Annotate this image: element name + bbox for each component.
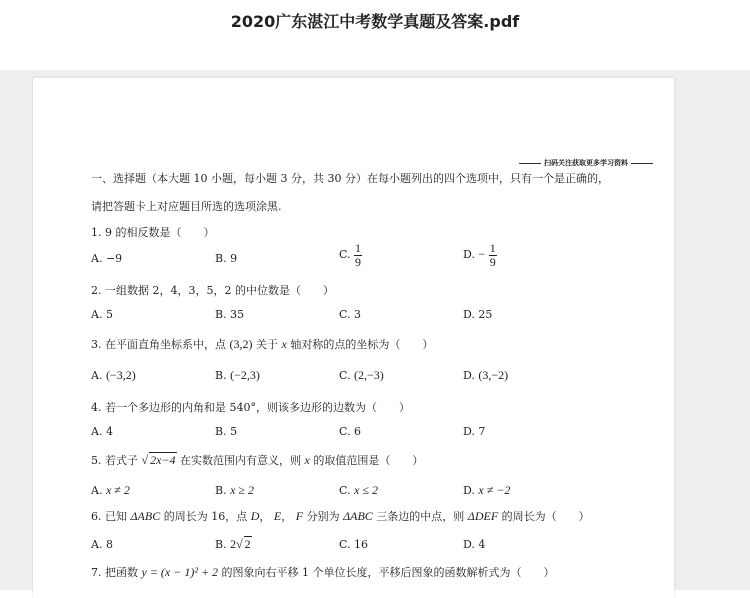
q5-option-b: B. x ≥ 2 <box>215 483 254 497</box>
q1-option-a: A. −9 <box>91 252 123 265</box>
q5-option-c: C. x ≤ 2 <box>339 483 378 497</box>
q6-option-b: B. 2√ 2 <box>215 537 251 551</box>
q6-option-d: D. 4 <box>463 538 486 551</box>
q4-option-a: A. 4 <box>91 425 113 438</box>
q1-fraction-c: $\frac{1}{9}$ <box>355 241 362 269</box>
question-3-stem: 3. 在平面直角坐标系中，点 (3,2) 关于 x 轴对称的点的坐标为（ ） <box>91 337 434 351</box>
q3-option-b: B. (−2,3) <box>215 368 260 382</box>
section-instruction-2: 请把答题卡上对应题目所选的选项涂黑. <box>91 200 282 213</box>
q6-option-c: C. 16 <box>339 538 369 551</box>
question-2-stem: 2. 一组数据 2，4，3，5，2 的中位数是（ ） <box>91 284 334 297</box>
header-rule-left <box>519 163 541 164</box>
header-rule-right <box>631 163 653 164</box>
pdf-viewer[interactable] <box>0 70 750 590</box>
question-1-stem: 1. 9 的相反数是（ ） <box>91 226 215 239</box>
radical: √ 2x−4 <box>141 453 176 467</box>
q2-option-c: C. 3 <box>339 308 362 321</box>
question-5-stem: 5. 若式子 √ 2x−4 在实数范围内有意义，则 x 的取值范围是（ ） <box>91 453 424 467</box>
q3-option-a: A. (−3,2) <box>91 368 136 382</box>
q5-option-d: D. x ≠ −2 <box>463 483 511 497</box>
q1-fraction-d: $\frac{1}{9}$ <box>489 241 496 269</box>
header-note-text: 扫码关注获取更多学习资料 <box>544 159 628 167</box>
q1-option-b: B. 9 <box>215 252 238 265</box>
title-bar <box>0 0 750 70</box>
document-title: 2020广东湛江中考数学真题及答案.pdf <box>230 12 520 31</box>
section-instruction-1: 一、选择题（本大题 10 小题，每小题 3 分，共 30 分）在每小题列出的四个选项中，只有一个是正确的， <box>91 172 609 185</box>
header-note <box>516 158 656 168</box>
question-7-stem: 7. 把函数 y = (x − 1)² + 2 的图象向右平移 1 个单位长度，平移后图象的函数解析式为（ ） <box>91 565 555 579</box>
pdf-page <box>33 78 674 598</box>
q4-option-b: B. 5 <box>215 425 238 438</box>
q2-option-a: A. 5 <box>91 308 113 321</box>
q3-option-d: D. (3,−2) <box>463 368 509 382</box>
question-4-stem: 4. 若一个多边形的内角和是 540°，则该多边形的边数为（ ） <box>91 401 410 414</box>
q2-option-b: B. 35 <box>215 308 245 321</box>
q2-option-d: D. 25 <box>463 308 493 321</box>
question-6-stem: 6. 已知 ΔABC 的周长为 16，点 D， E， F 分别为 ΔABC 三条边的中点，则 ΔDEF 的周长为（ ） <box>91 509 590 523</box>
q4-option-c: C. 6 <box>339 425 362 438</box>
q5-option-a: A. x ≠ 2 <box>91 483 130 497</box>
q4-option-d: D. 7 <box>463 425 486 438</box>
q6-option-a: A. 8 <box>91 538 113 551</box>
q3-option-c: C. (2,−3) <box>339 368 384 382</box>
q1-option-d: D. − $\frac{1}{9}$ <box>463 241 496 269</box>
q1-option-c: C. $\frac{1}{9}$ <box>339 241 362 269</box>
